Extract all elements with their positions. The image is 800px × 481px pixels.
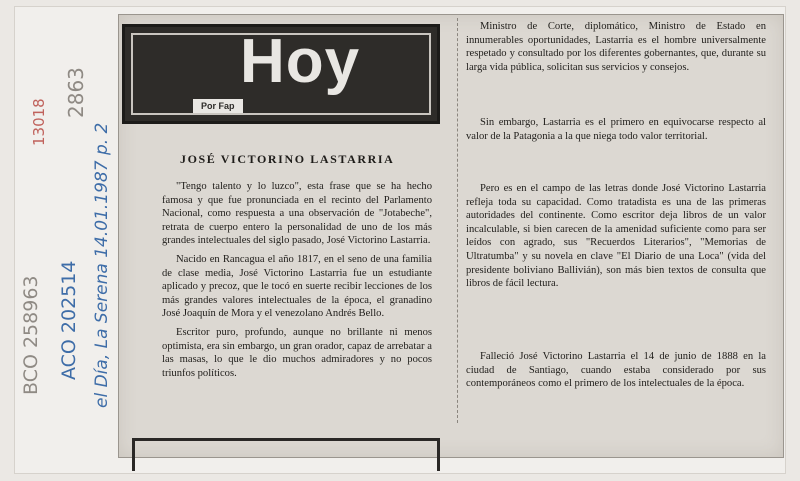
source-annotation: el Día, La Serena 14.01.1987 p. 2 [92,122,112,408]
paragraph: "Tengo talento y lo luzco", esta frase que se ha hecho famosa y que fue pronunciada en el recinto del Parlamento Nacional, como respuesta a una observación de "Jotabeche", retrata de cuerpo entero la personalidad de uno de los más grandes intelectuales del siglo pasado, José Victorino Lastarria. [162,181,432,247]
banner-title: Hoy [240,27,361,96]
red-mark-annotation: 13018 [30,98,48,146]
top-number-annotation: 2863 [64,67,88,118]
paragraph: Ministro de Corte, diplomático, Ministro de Estado en innumerables oportunidades, Lastarria es el hombre universalmente respetado y consultado por los diferentes gobernantes, que, durante su larga vida pública, solicitan sus servicios y consejos. [466,21,766,73]
catalog-number-annotation: BCO 258963 [20,275,42,395]
paragraph: Pero es en el campo de las letras donde José Victorino Lastarria refleja toda su capacidad. Como tratadista es una de las primeras autoridades del continente. Como escritor deja libros de un valor incalculable, si bien carecen de la amenidad suficiente como para ser leídos con agrado, sus "Recuerdos Literarios", "Memorias de Ultratumba" y su novela en clave "El Diario de una Loca" (vida del presidente boliviano Ballivián), son más bien textos de consulta que libros de fácil lectura. [466,183,766,290]
paragraph: Nacido en Rancagua el año 1817, en el seno de una familia de clase media, José Victorino Lastarria fue un estudiante aplicado y precoz, que le tocó en suerte recibir lecciones de los más grandes valores intelectuales de la época, el granadino José Joaquín de Mora y el venezolano Andrés Bello. [162,253,432,320]
code-annotation: ACO 202514 [58,260,80,380]
next-article-banner-edge [132,438,440,471]
column-divider [457,18,459,423]
banner-byline: Por Fap [193,99,243,113]
left-column [162,180,432,385]
paragraph: Sin embargo, Lastarria es el primero en equivocarse respecto al valor de la Patagonia a la que niega todo valor territorial. [466,117,766,142]
hoy-banner [122,24,440,124]
paragraph: Falleció José Victorino Lastarria el 14 de junio de 1888 en la ciudad de Santiago, cuando estaba considerado por sus contemporáneos como el primero de los intelectuales de la época. [466,351,766,390]
paragraph: Escritor puro, profundo, aunque no brillante ni menos optimista, era sin embargo, un gran orador, capaz de arrebatar a las masas, lo que le dio muchos admiradores y no pocos triunfos políticos. [162,326,432,379]
article-title: JOSÉ VICTORINO LASTARRIA [180,152,395,166]
